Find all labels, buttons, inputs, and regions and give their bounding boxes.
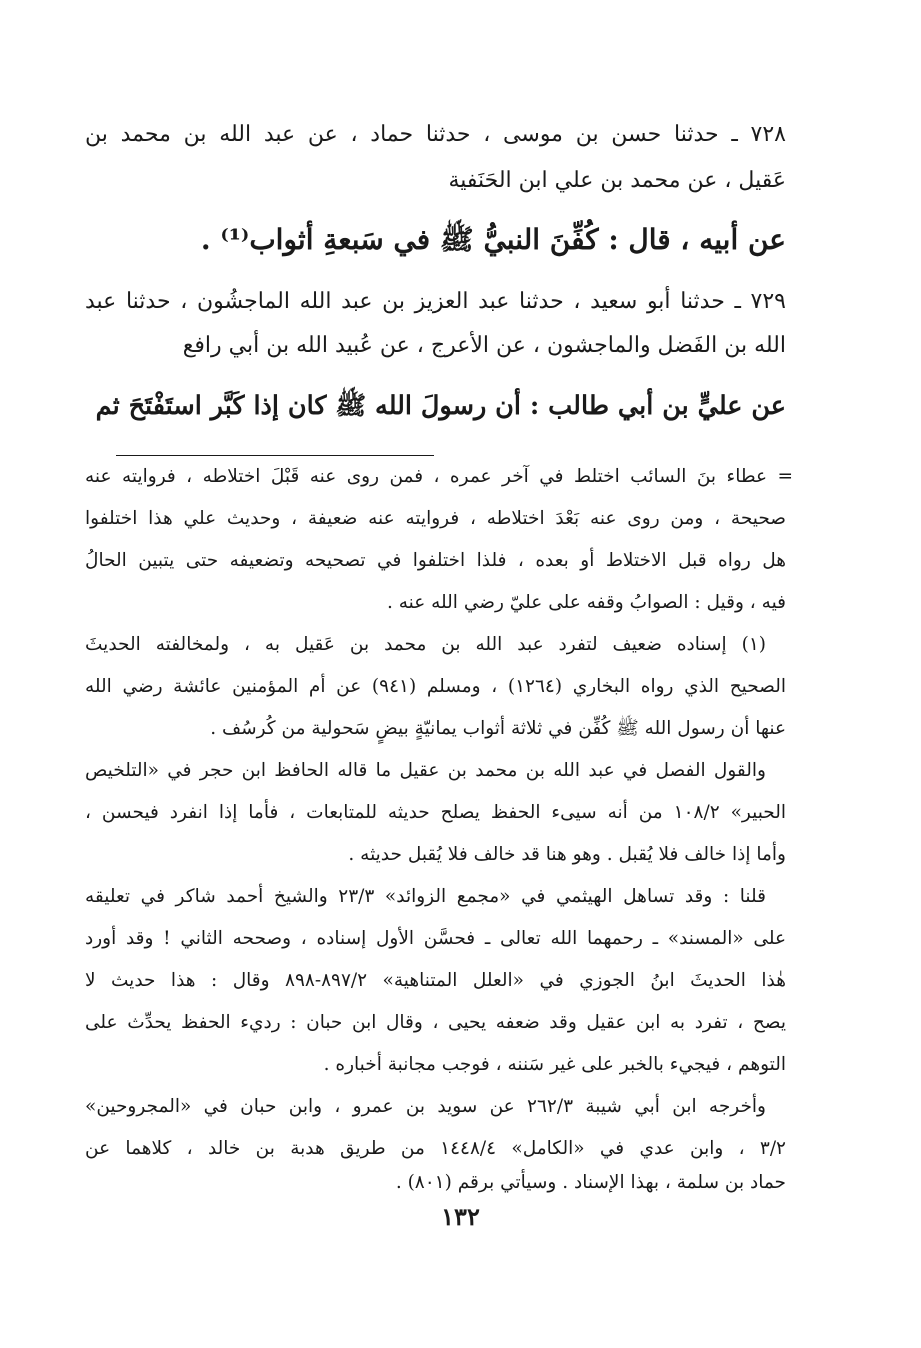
hadith-729-isnad-line2: الله بن الفَضل والماجشون ، عن الأعرج ، عن عُبيد الله بن أبي رافع bbox=[182, 333, 786, 358]
hadith-729-matn: عن عليٍّ بن أبي طالب : أن رسولَ الله ﷺ كان إذا كَبَّر استَفْتَحَ ثم bbox=[95, 391, 786, 421]
footnote-1-line14: حماد بن سلمة ، بهذا الإسناد . وسيأتي برقم (٨٠١) . bbox=[395, 1172, 786, 1193]
footnote-1-line12: وأخرجه ابن أبي شيبة ٢٦٢/٣ عن سويد بن عمرو ، وابن حبان في «المجروحين» bbox=[85, 1096, 766, 1117]
footnote-1-line11: التوهم ، فيجيء بالخبر على غير سَننه ، فوجب مجانبة أخباره . bbox=[323, 1054, 786, 1075]
footnote-1-line13: ٣/٢ ، وابن عدي في «الكامل» ١٤٤٨/٤ من طريق هدبة بن خالد ، كلاهما عن bbox=[85, 1138, 786, 1159]
hadith-728-isnad-line1: ٧٢٨ ـ حدثنا حسن بن موسى ، حدثنا حماد ، عن عبد الله بن محمد بن bbox=[85, 122, 786, 147]
footnote-1-line8: على «المسند» ـ رحمهما الله تعالى ـ فحسَّن الأول إسناده ، وصححه الثاني ! وقد أورد bbox=[85, 928, 786, 949]
hadith-728-matn: عن أبيه ، قال : كُفِّنَ النبيُّ ﷺ في سَبعةِ أثواب⁽¹⁾ . bbox=[200, 223, 786, 256]
footnote-continuation-line1: = عطاء بنَ السائب اختلط في آخر عمره ، فمن روى عنه قَبْلَ اختلاطه ، فروايته عنه bbox=[85, 466, 793, 487]
footnote-1-line5: الحبير» ١٠٨/٢ من أنه سيىء الحفظ يصلح حديثه للمتابعات ، فأما إذا انفرد فيحسن ، bbox=[85, 802, 786, 823]
footnote-1-line1: (١) إسناده ضعيف لتفرد عبد الله بن محمد بن عَقيل به ، ولمخالفته الحديثَ bbox=[85, 634, 766, 655]
footnote-1-line10: يصح ، تفرد به ابن عقيل وقد ضعفه يحيى ، وقال ابن حبان : رديء الحفظ يحدِّث على bbox=[85, 1012, 786, 1033]
hadith-729-isnad-line1: ٧٢٩ ـ حدثنا أبو سعيد ، حدثنا عبد العزيز بن عبد الله الماجشُون ، حدثنا عبد bbox=[85, 289, 786, 314]
footnote-1-line6: وأما إذا خالف فلا يُقبل . وهو هنا قد خالف فلا يُقبل حديثه . bbox=[348, 844, 786, 865]
footnote-1-line9: هٰذا الحديثَ ابنُ الجوزي في «العلل المتناهية» ٨٩٧/٢-٨٩٨ وقال : هذا حديث لا bbox=[85, 970, 786, 991]
footnote-1-line4: والقول الفصل في عبد الله بن محمد بن عقيل ما قاله الحافظ ابن حجر في «التلخيص bbox=[85, 760, 766, 781]
footnote-continuation-line2: صحيحة ، ومن روى عنه بَعْدَ اختلاطه ، فروايته عنه ضعيفة ، وحديث علي هذا اختلفوا bbox=[85, 508, 786, 529]
hadith-728-isnad-line2: عَقيل ، عن محمد بن علي ابن الحَنَفية bbox=[448, 168, 786, 193]
footnote-1-line7: قلنا : وقد تساهل الهيثمي في «مجمع الزوائد» ٢٣/٣ والشيخ أحمد شاكر في تعليقه bbox=[85, 886, 766, 907]
footnote-separator bbox=[116, 455, 434, 456]
footnote-continuation-line3: هل رواه قبل الاختلاط أو بعده ، فلذا اختلفوا في تصحيحه وتضعيفه حتى يتبين الحالُ bbox=[85, 550, 786, 571]
footnote-continuation-line4: فيه ، وقيل : الصوابُ وقفه على عليّ رضي الله عنه . bbox=[386, 592, 786, 613]
footnote-1-line3: عنها أن رسول الله ﷺ كُفِّن في ثلاثة أثواب يمانيّةٍ بيضٍ سَحولية من كُرسُف . bbox=[210, 718, 786, 739]
footnote-1-line2: الصحيح الذي رواه البخاري (١٢٦٤) ، ومسلم (٩٤١) عن أم المؤمنين عائشة رضي الله bbox=[85, 676, 787, 697]
page-number: ١٣٢ bbox=[441, 1202, 480, 1231]
